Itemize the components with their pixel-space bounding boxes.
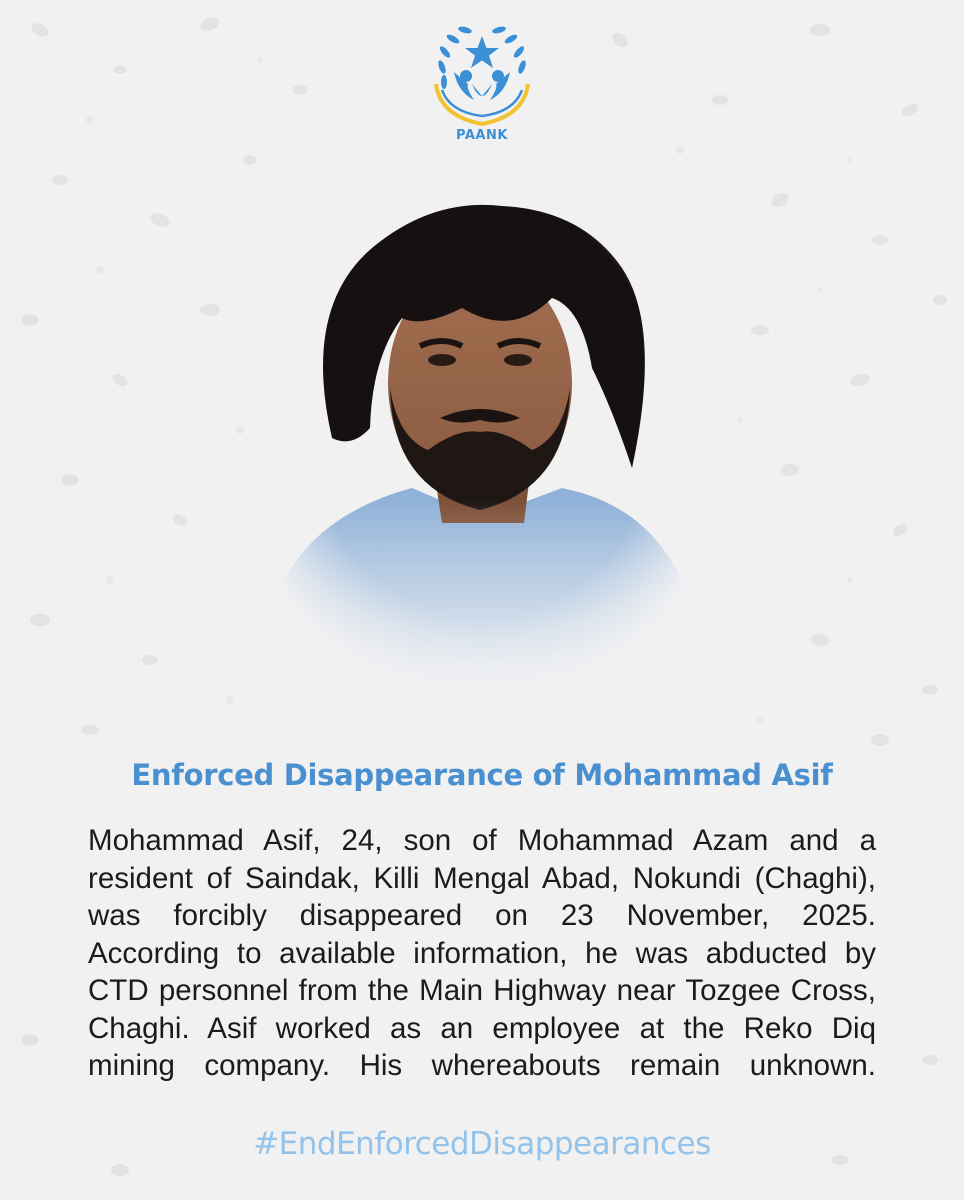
body-line: was forcibly disappeared on 23 November, 2025.	[88, 899, 876, 932]
hashtag: #EndEnforcedDisappearances	[253, 1126, 711, 1162]
body-line: Chaghi. Asif worked as an employee at the Reko Diq	[88, 1011, 876, 1045]
body-text	[88, 822, 876, 1085]
logo-text: PAANK	[456, 128, 508, 143]
star-and-people-laurel-icon	[422, 12, 542, 132]
body-line: resident of Saindak, Killi Mengal Abad, Nokundi (Chaghi),	[88, 861, 876, 895]
body-line: CTD personnel from the Main Highway near Tozgee Cross,	[88, 974, 876, 1007]
paank-logo	[422, 12, 542, 152]
page-title: Enforced Disappearance of Mohammad Asif	[131, 758, 833, 792]
body-line: Mohammad Asif, 24, son of Mohammad Azam and a	[88, 824, 876, 857]
body-line: According to available information, he was abducted by	[88, 936, 876, 970]
portrait-photo	[262, 188, 702, 708]
body-line: mining company. His whereabouts remain unknown.	[88, 1049, 876, 1082]
